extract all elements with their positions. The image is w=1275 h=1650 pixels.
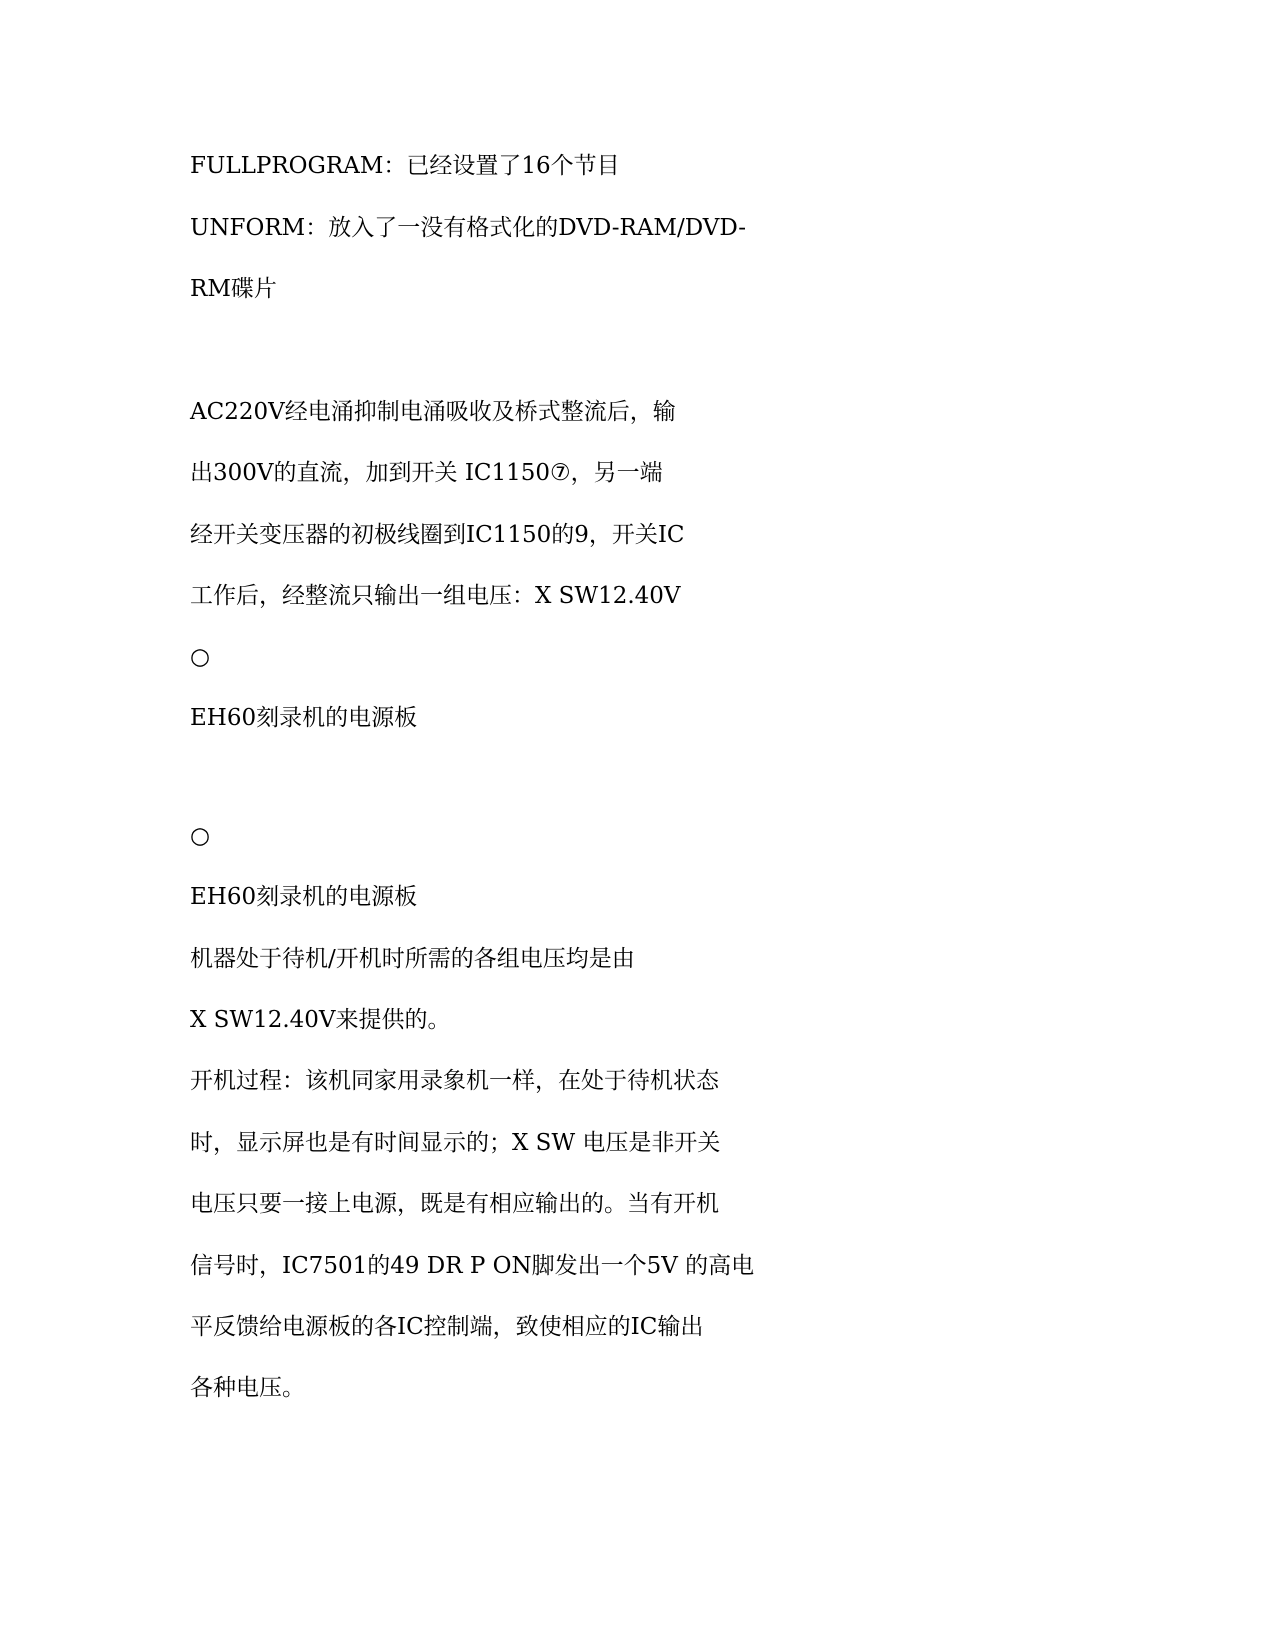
text-line-feedback: 平反馈给电源板的各IC控制端，致使相应的IC输出 [190,1314,704,1340]
text-line-xsw-provided: X SW12.40V来提供的。 [190,1007,451,1033]
text-line-eh60-power-board: EH60刻录机的电源板 [190,884,418,910]
bullet-circle: ○ [190,644,211,670]
bullet-circle: ○ [190,823,211,849]
text-line-ac220v: AC220V经电涌抑制电涌吸收及桥式整流后，输 [190,399,676,425]
text-line-output-voltage: 工作后，经整流只输出一组电压：X SW12.40V [190,583,681,609]
text-line-various-voltages: 各种电压。 [190,1375,305,1401]
text-line-ic7501-signal: 信号时，IC7501的49 DR P ON脚发出一个5V 的高电 [190,1253,755,1279]
text-line-display-time: 时，显示屏也是有时间显示的；X SW 电压是非开关 [190,1130,721,1156]
text-line-fullprogram: FULLPROGRAM：已经设置了16个节目 [190,153,620,179]
text-line-rm-disc: RM碟片 [190,276,277,302]
text-line-standby-voltages: 机器处于待机/开机时所需的各组电压均是由 [190,946,635,972]
text-line-unform: UNFORM：放入了一没有格式化的DVD-RAM/DVD- [190,215,746,241]
text-line-eh60-power-board: EH60刻录机的电源板 [190,705,418,731]
text-line-power-on-process: 开机过程：该机同家用录象机一样，在处于待机状态 [190,1068,719,1094]
text-line-transformer: 经开关变压器的初极线圈到IC1150的9，开关IC [190,522,685,548]
text-line-300v-dc: 出300V的直流，加到开关 IC1150⑦，另一端 [190,460,663,486]
text-line-non-switched: 电压只要一接上电源，既是有相应输出的。当有开机 [190,1191,719,1217]
